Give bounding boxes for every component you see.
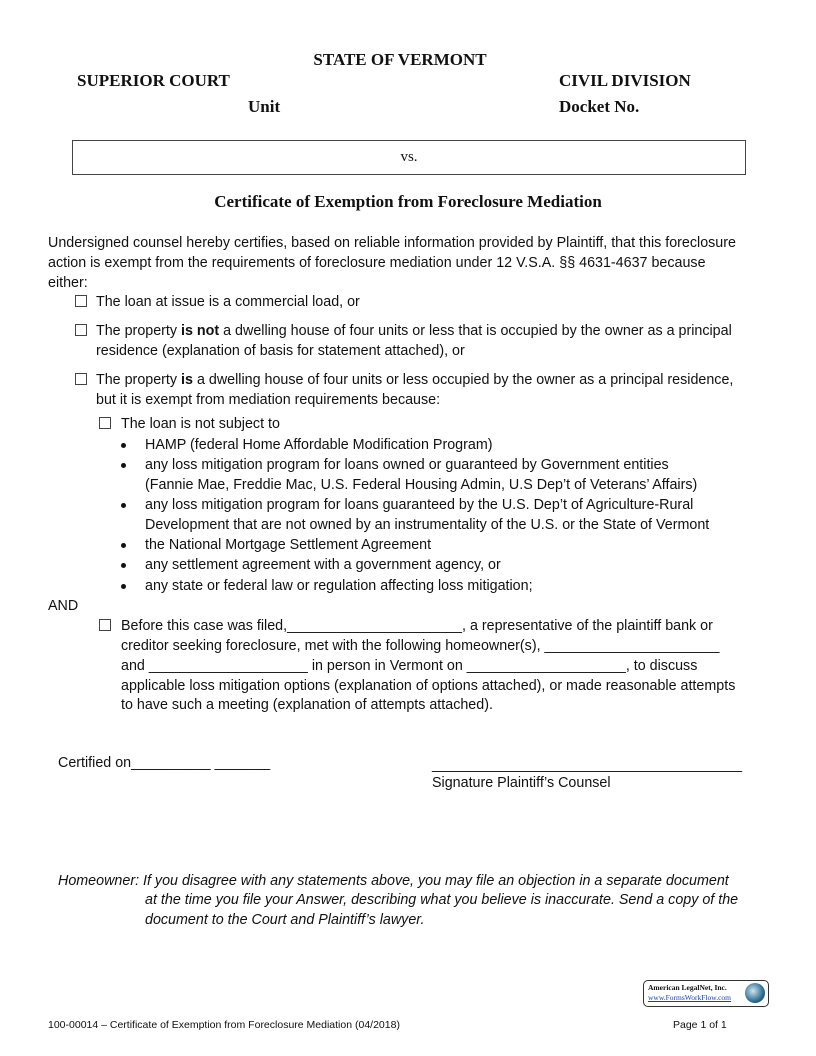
bullet-icon — [121, 584, 126, 589]
vs-label: vs. — [400, 149, 418, 165]
bullet-item-cont: Development that are not owned by an instrumentality of the U.S. or the State of Vermont — [145, 517, 710, 533]
dwelling-label-2: but it is exempt from mediation requirements because: — [96, 392, 441, 408]
division-heading: CIVIL DIVISION — [559, 71, 691, 90]
form-number: 100-00014 – Certificate of Exemption from Foreclosure Mediation (04/2018) — [48, 1019, 400, 1031]
intro-line: Undersigned counsel hereby certifies, based on reliable information provided by Plaintiff, that this foreclosure — [48, 235, 736, 251]
not-subject-label: The loan is not subject to — [121, 416, 280, 432]
not-subject-checkbox[interactable] — [99, 417, 111, 429]
signature-label: Signature Plaintiff’s Counsel — [432, 775, 611, 791]
unit-label: Unit — [248, 97, 281, 116]
meeting-line: applicable loss mitigation options (explanation of options attached), or made reasonable attempts — [121, 678, 736, 694]
not-dwelling-label: The property is not a dwelling house of four units or less that is occupied by the owner as a principal — [96, 323, 732, 339]
meeting-line: to have such a meeting (explanation of attempts attached). — [121, 697, 493, 713]
homeowner-notice: at the time you file your Answer, describing what you believe is inaccurate. Send a copy of the — [145, 892, 739, 908]
globe-icon — [745, 983, 765, 1003]
commercial-label: The loan at issue is a commercial load, or — [96, 294, 360, 310]
bullet-item: HAMP (federal Home Affordable Modification Program) — [145, 437, 493, 453]
docket-label: Docket No. — [559, 97, 640, 116]
logo-url[interactable]: www.FormsWorkFlow.com — [648, 993, 732, 1002]
and-label: AND — [48, 598, 79, 614]
court-heading: SUPERIOR COURT — [77, 71, 230, 90]
bullet-icon — [121, 443, 126, 448]
meeting-line: Before this case was filed,______________________, a representative of the plaintiff bank or — [121, 618, 713, 634]
certified-on-field[interactable]: Certified on__________ _______ — [58, 755, 271, 771]
bullet-icon — [121, 503, 126, 508]
meeting-line: and ____________________ in person in Vermont on ____________________, to discuss — [121, 658, 698, 674]
meeting-checkbox[interactable] — [99, 619, 111, 631]
bullet-icon — [121, 463, 126, 468]
bullet-item-cont: (Fannie Mae, Freddie Mac, U.S. Federal Housing Admin, U.S Dep’t of Veterans’ Affairs) — [145, 477, 698, 493]
homeowner-notice: Homeowner: If you disagree with any statements above, you may file an objection in a separate document — [58, 873, 729, 889]
bullet-item: any loss mitigation program for loans guaranteed by the U.S. Dep’t of Agriculture-Rural — [145, 497, 694, 513]
bullet-item: any settlement agreement with a government agency, or — [145, 557, 501, 573]
document-title: Certificate of Exemption from Foreclosure Mediation — [214, 192, 602, 211]
homeowner-notice: document to the Court and Plaintiff’s lawyer. — [145, 912, 425, 928]
dwelling-label: The property is a dwelling house of four units or less occupied by the owner as a principal residence, — [96, 372, 734, 388]
bullet-icon — [121, 543, 126, 548]
not-dwelling-label-2: residence (explanation of basis for statement attached), or — [96, 343, 465, 359]
meeting-line: creditor seeking foreclosure, met with the following homeowner(s), ______________________ — [121, 638, 720, 654]
bullet-item: the National Mortgage Settlement Agreement — [145, 537, 432, 553]
bullet-item: any loss mitigation program for loans owned or guaranteed by Government entities — [145, 457, 669, 473]
commercial-checkbox[interactable] — [75, 295, 87, 307]
not-dwelling-checkbox[interactable] — [75, 324, 87, 336]
bullet-icon — [121, 563, 126, 568]
americanlegalnet-logo[interactable] — [643, 980, 769, 1007]
state-heading: STATE OF VERMONT — [313, 50, 487, 69]
intro-line: action is exempt from the requirements of foreclosure mediation under 12 V.S.A. §§ 4631-4637 because — [48, 255, 706, 271]
bullet-item: any state or federal law or regulation affecting loss mitigation; — [145, 578, 533, 594]
dwelling-checkbox[interactable] — [75, 373, 87, 385]
logo-name: American LegalNet, Inc. — [648, 983, 727, 992]
caption-box[interactable] — [72, 140, 746, 175]
page-number: Page 1 of 1 — [673, 1019, 727, 1031]
signature-line[interactable]: _______________________________________ — [432, 757, 743, 773]
intro-line: either: — [48, 275, 88, 291]
